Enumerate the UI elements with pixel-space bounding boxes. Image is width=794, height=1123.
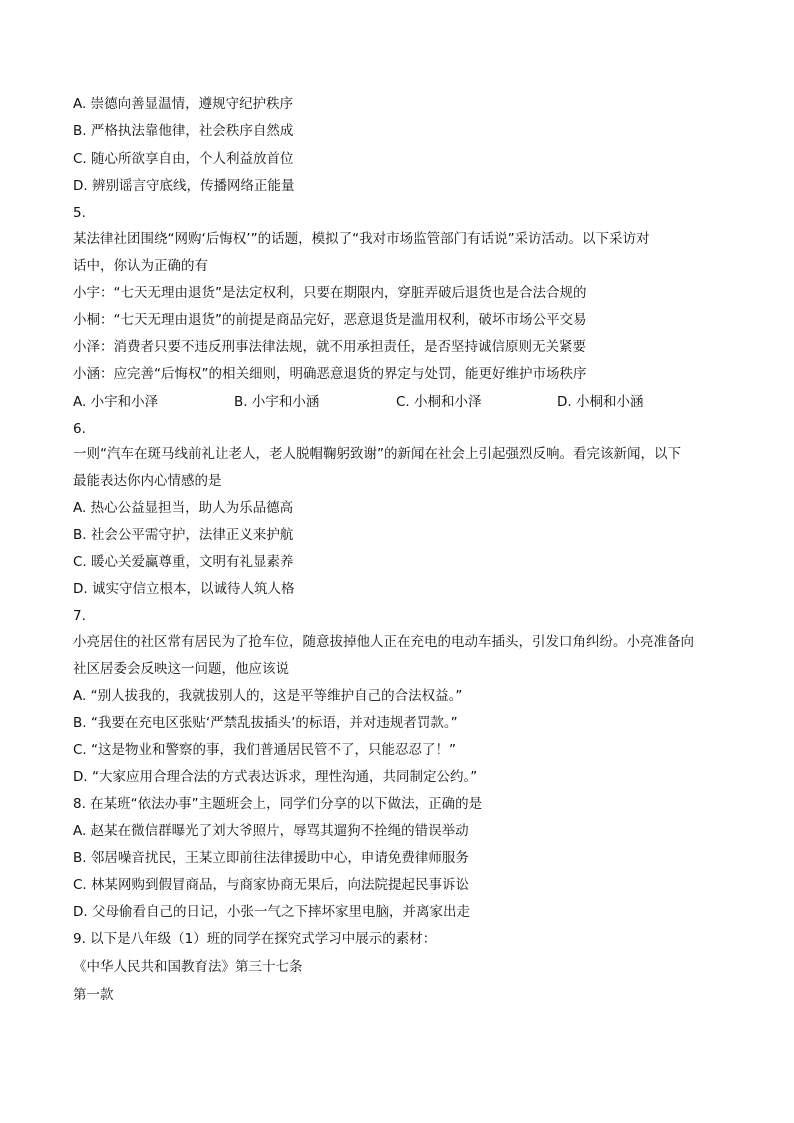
q6-option-a: A. 热心公益显担当，助人为乐品德高 (73, 500, 294, 516)
q6-option-d: D. 诚实守信立根本，以诚待人筑人格 (73, 581, 295, 597)
q5-option-a: A. 小宇和小泽 (73, 394, 159, 410)
q9-clause: 第一款 (73, 987, 114, 1003)
q5-stem-line1: 某法律社团围绕“网购‘后悔权’”的话题，模拟了“我对市场监管部门有话说”采访活动。以下采访对 (73, 231, 650, 247)
q7-option-d: D. “大家应用合理合法的方式表达诉求，理性沟通，共同制定公约。” (73, 769, 478, 785)
q7-stem-line2: 社区居委会反映这一问题，他应该说 (73, 661, 289, 677)
q5-option-b: B. 小宇和小涵 (234, 394, 320, 410)
q5-stem-line2: 话中，你认为正确的有 (73, 258, 208, 274)
q8-option-d: D. 父母偷看自己的日记，小张一气之下摔坏家里电脑，并离家出走 (73, 904, 470, 920)
q5-option-c: C. 小桐和小泽 (396, 394, 482, 410)
q8-option-b: B. 邻居噪音扰民，王某立即前往法律援助中心，申请免费律师服务 (73, 850, 469, 866)
q4-option-d: D. 辨别谣言守底线，传播网络正能量 (73, 178, 295, 194)
q5-statement-xiaohan: 小涵：应完善“后悔权”的相关细则，明确恶意退货的界定与处罚，能更好维护市场秩序 (73, 366, 587, 382)
q9-stem: 9. 以下是八年级（1）班的同学在探究式学习中展示的素材： (73, 931, 437, 947)
q7-stem-line1: 小亮居住的社区常有居民为了抢车位，随意拔掉他人正在充电的电动车插头，引发口角纠纷。小亮准备向 (73, 634, 694, 650)
q7-option-b: B. “我要在充电区张贴‘严禁乱拔插头’的标语，并对违规者罚款。” (73, 715, 458, 731)
q6-stem-line1: 一则“汽车在斑马线前礼让老人，老人脱帽鞠躬致谢”的新闻在社会上引起强烈反响。看完该新闻，以下 (73, 446, 681, 462)
q5-statement-xiaoze: 小泽：消费者只要不违反刑事法律法规，就不用承担责任，是否坚持诚信原则无关紧要 (73, 339, 586, 355)
q5-statement-xiaoyu: 小宇：“七天无理由退货”是法定权利，只要在期限内，穿脏弄破后退货也是合法合规的 (73, 285, 587, 301)
q6-stem-line2: 最能表达你内心情感的是 (73, 473, 222, 489)
q6-option-c: C. 暖心关爱赢尊重，文明有礼显素养 (73, 554, 294, 570)
q8-option-c: C. 林某网购到假冒商品，与商家协商无果后，向法院提起民事诉讼 (73, 877, 470, 893)
q4-option-a: A. 崇德向善显温情，遵规守纪护秩序 (73, 96, 294, 112)
q7-option-c: C. “这是物业和警察的事，我们普通居民管不了，只能忍忍了！” (73, 742, 456, 758)
q5-number: 5. (73, 205, 86, 221)
q4-option-c: C. 随心所欲享自由，个人利益放首位 (73, 151, 294, 167)
q9-law-title: 《中华人民共和国教育法》第三十七条 (73, 959, 303, 975)
q8-option-a: A. 赵某在微信群曝光了刘大爷照片，辱骂其遛狗不拴绳的错误举动 (73, 823, 469, 839)
q4-option-b: B. 严格执法靠他律，社会秩序自然成 (73, 123, 294, 139)
q6-option-b: B. 社会公平需守护，法律正义来护航 (73, 527, 294, 543)
q8-stem: 8. 在某班“依法办事”主题班会上，同学们分享的以下做法，正确的是 (73, 796, 483, 812)
q6-number: 6. (73, 421, 86, 437)
q5-statement-xiaotong: 小桐：“七天无理由退货”的前提是商品完好，恶意退货是滥用权利，破坏市场公平交易 (73, 312, 587, 328)
q7-option-a: A. “别人拔我的，我就拔别人的，这是平等维护自己的合法权益。” (73, 688, 463, 704)
q7-number: 7. (73, 608, 86, 624)
q5-option-d: D. 小桐和小涵 (557, 394, 644, 410)
